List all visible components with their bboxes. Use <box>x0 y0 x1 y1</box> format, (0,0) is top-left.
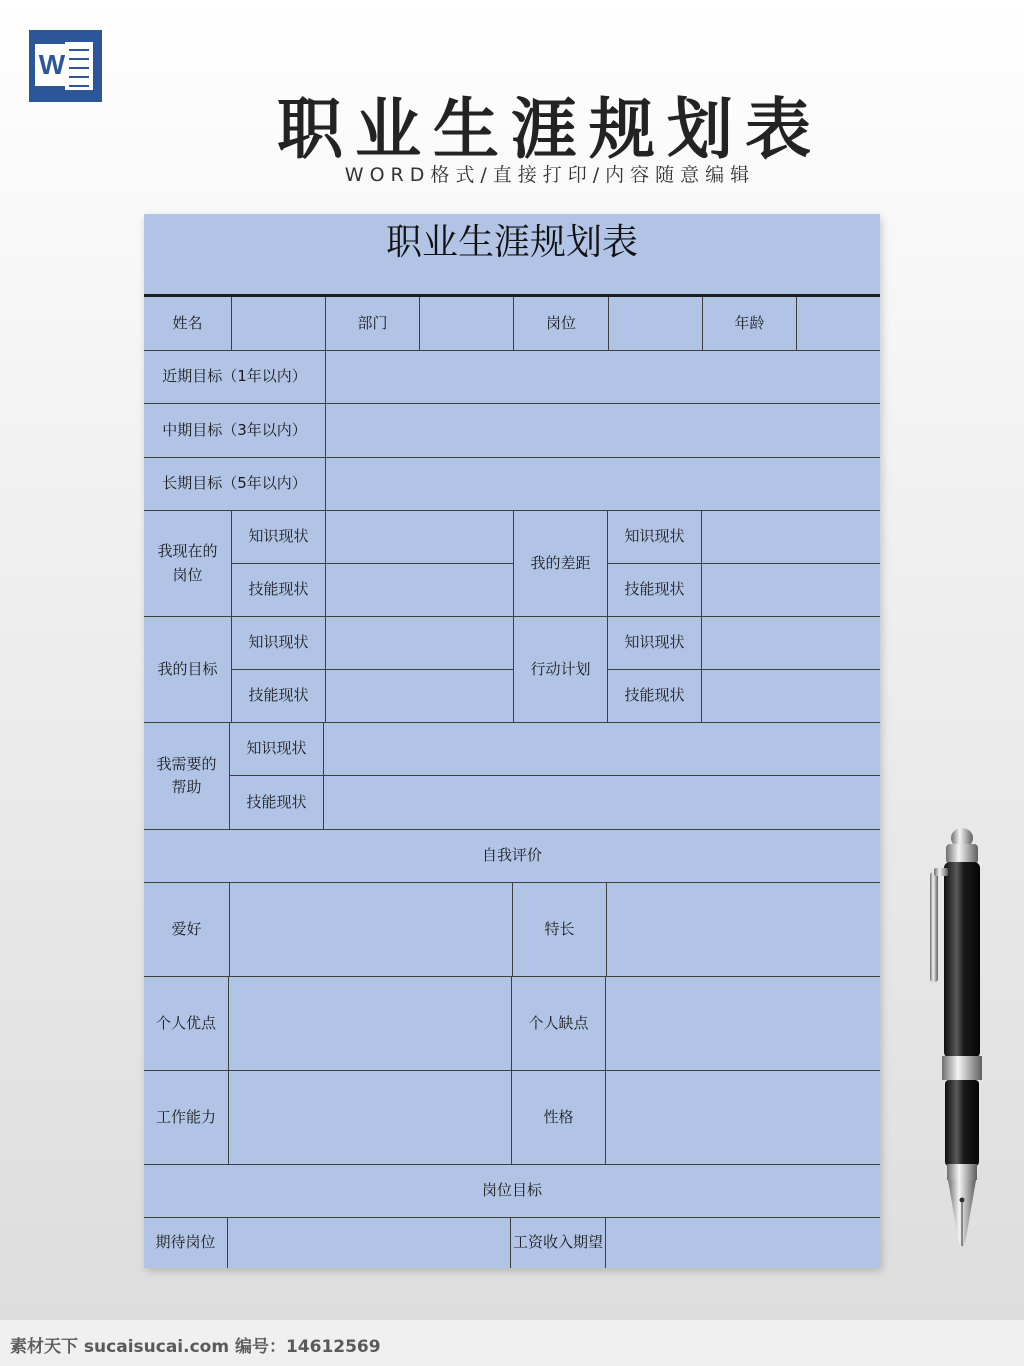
age-label: 年龄 <box>703 297 797 351</box>
watermark-text: 素材天下 sucaisucai.com 编号：14612569 <box>10 1337 381 1357</box>
help-knowledge-field[interactable] <box>324 723 880 776</box>
fountain-pen-icon <box>916 826 1006 1256</box>
current-position-label: 我现在的岗位 <box>144 511 232 617</box>
current-skill-field[interactable] <box>326 564 514 617</box>
mid-goal-field[interactable] <box>326 404 880 458</box>
work-ability-label: 工作能力 <box>144 1071 229 1165</box>
weaknesses-field[interactable] <box>606 977 880 1071</box>
current-skill-label: 技能现状 <box>232 564 326 617</box>
weaknesses-label: 个人缺点 <box>512 977 606 1071</box>
expected-salary-label: 工资收入期望 <box>511 1218 606 1268</box>
personality-field[interactable] <box>606 1071 880 1165</box>
expected-salary-field[interactable] <box>606 1218 880 1268</box>
plan-skill-label: 技能现状 <box>608 670 702 723</box>
goal-knowledge-label: 知识现状 <box>232 617 326 670</box>
position-goal-heading: 岗位目标 <box>144 1165 880 1218</box>
self-eval-heading: 自我评价 <box>144 830 880 883</box>
form-sheet <box>144 214 880 1268</box>
expected-position-field[interactable] <box>228 1218 511 1268</box>
gap-knowledge-label: 知识现状 <box>608 511 702 564</box>
name-field[interactable] <box>232 297 326 351</box>
gap-knowledge-field[interactable] <box>702 511 880 564</box>
long-goal-field[interactable] <box>326 458 880 511</box>
help-knowledge-label: 知识现状 <box>230 723 324 776</box>
goal-skill-field[interactable] <box>326 670 514 723</box>
age-field[interactable] <box>797 297 880 351</box>
department-field[interactable] <box>420 297 514 351</box>
personality-label: 性格 <box>512 1071 606 1165</box>
short-goal-field[interactable] <box>326 351 880 404</box>
goal-knowledge-field[interactable] <box>326 617 514 670</box>
gap-skill-label: 技能现状 <box>608 564 702 617</box>
word-icon: W <box>29 30 102 102</box>
plan-skill-field[interactable] <box>702 670 880 723</box>
position-field[interactable] <box>609 297 703 351</box>
my-goal-label: 我的目标 <box>144 617 232 723</box>
my-gap-label: 我的差距 <box>514 511 608 617</box>
position-label: 岗位 <box>514 297 609 351</box>
specialty-field[interactable] <box>607 883 880 977</box>
goal-skill-label: 技能现状 <box>232 670 326 723</box>
current-knowledge-label: 知识现状 <box>232 511 326 564</box>
strengths-label: 个人优点 <box>144 977 229 1071</box>
help-needed-label: 我需要的帮助 <box>144 723 230 830</box>
hobby-label: 爱好 <box>144 883 230 977</box>
specialty-label: 特长 <box>513 883 607 977</box>
current-knowledge-field[interactable] <box>326 511 514 564</box>
plan-knowledge-field[interactable] <box>702 617 880 670</box>
action-plan-label: 行动计划 <box>514 617 608 723</box>
long-goal-label: 长期目标（5年以内） <box>144 458 326 511</box>
watermark-bar <box>0 1320 1024 1366</box>
form-title: 职业生涯规划表 <box>385 222 638 263</box>
department-label: 部门 <box>326 297 420 351</box>
help-skill-field[interactable] <box>324 776 880 830</box>
work-ability-field[interactable] <box>229 1071 512 1165</box>
mid-goal-label: 中期目标（3年以内） <box>144 404 326 458</box>
strengths-field[interactable] <box>229 977 512 1071</box>
page-title: 职业生涯规划表 <box>277 91 823 168</box>
short-goal-label: 近期目标（1年以内） <box>144 351 326 404</box>
gap-skill-field[interactable] <box>702 564 880 617</box>
expected-position-label: 期待岗位 <box>144 1218 228 1268</box>
hobby-field[interactable] <box>230 883 513 977</box>
name-label: 姓名 <box>144 297 232 351</box>
page-subtitle: WORD格式/直接打印/内容随意编辑 <box>344 164 756 186</box>
help-skill-label: 技能现状 <box>230 776 324 830</box>
plan-knowledge-label: 知识现状 <box>608 617 702 670</box>
